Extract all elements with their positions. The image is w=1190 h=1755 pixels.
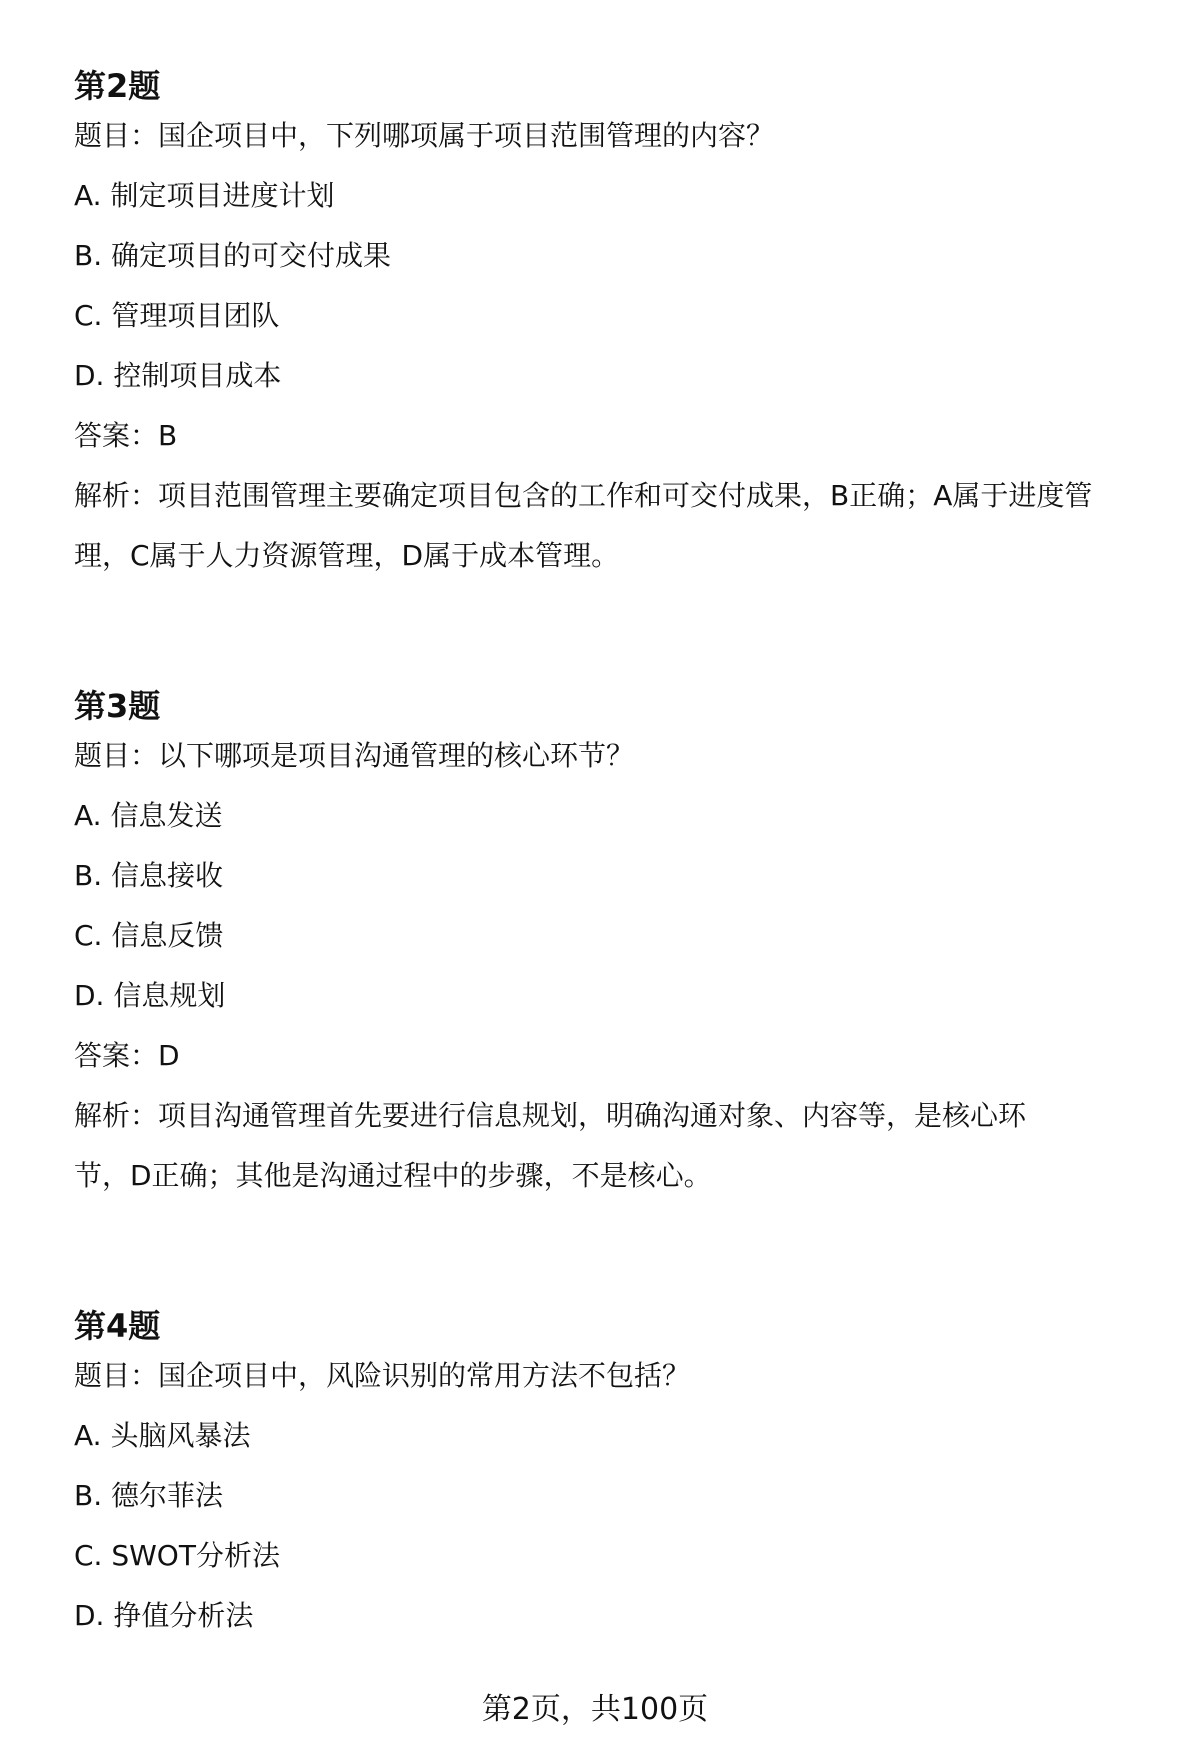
option-c: C. 信息反馈 (74, 919, 224, 952)
option-b: B. 德尔菲法 (74, 1479, 224, 1512)
explanation-line-2: 节，D正确；其他是沟通过程中的步骤，不是核心。 (74, 1159, 712, 1192)
option-d: D. 信息规划 (74, 979, 226, 1012)
option-a: A. 头脑风暴法 (74, 1419, 251, 1452)
option-d: D. 控制项目成本 (74, 359, 282, 392)
option-a: A. 信息发送 (74, 799, 223, 832)
question-heading: 第2题 (74, 67, 161, 105)
question-title: 题目：国企项目中，风险识别的常用方法不包括？ (74, 1359, 691, 1392)
question-3 (74, 686, 1174, 1206)
explanation-line-2: 理，C属于人力资源管理，D属于成本管理。 (74, 539, 620, 572)
question-title: 题目：国企项目中，下列哪项属于项目范围管理的内容？ (74, 119, 775, 152)
option-b: B. 确定项目的可交付成果 (74, 239, 392, 272)
question-2 (74, 66, 1174, 586)
explanation-line-1: 解析：项目范围管理主要确定项目包含的工作和可交付成果，B正确；A属于进度管 (74, 479, 1093, 512)
option-a: A. 制定项目进度计划 (74, 179, 335, 212)
answer: 答案：B (74, 419, 178, 452)
option-c: C. 管理项目团队 (74, 299, 280, 332)
question-4 (74, 1306, 1174, 1646)
question-heading: 第3题 (74, 687, 161, 725)
page-footer: 第2页，共100页 (481, 1692, 709, 1727)
option-b: B. 信息接收 (74, 859, 224, 892)
explanation-line-1: 解析：项目沟通管理首先要进行信息规划，明确沟通对象、内容等，是核心环 (74, 1099, 1027, 1132)
question-title: 题目：以下哪项是项目沟通管理的核心环节？ (74, 739, 635, 772)
answer: 答案：D (74, 1039, 180, 1072)
question-heading: 第4题 (74, 1307, 161, 1345)
option-c: C. SWOT分析法 (74, 1539, 280, 1572)
option-d: D. 挣值分析法 (74, 1599, 254, 1632)
